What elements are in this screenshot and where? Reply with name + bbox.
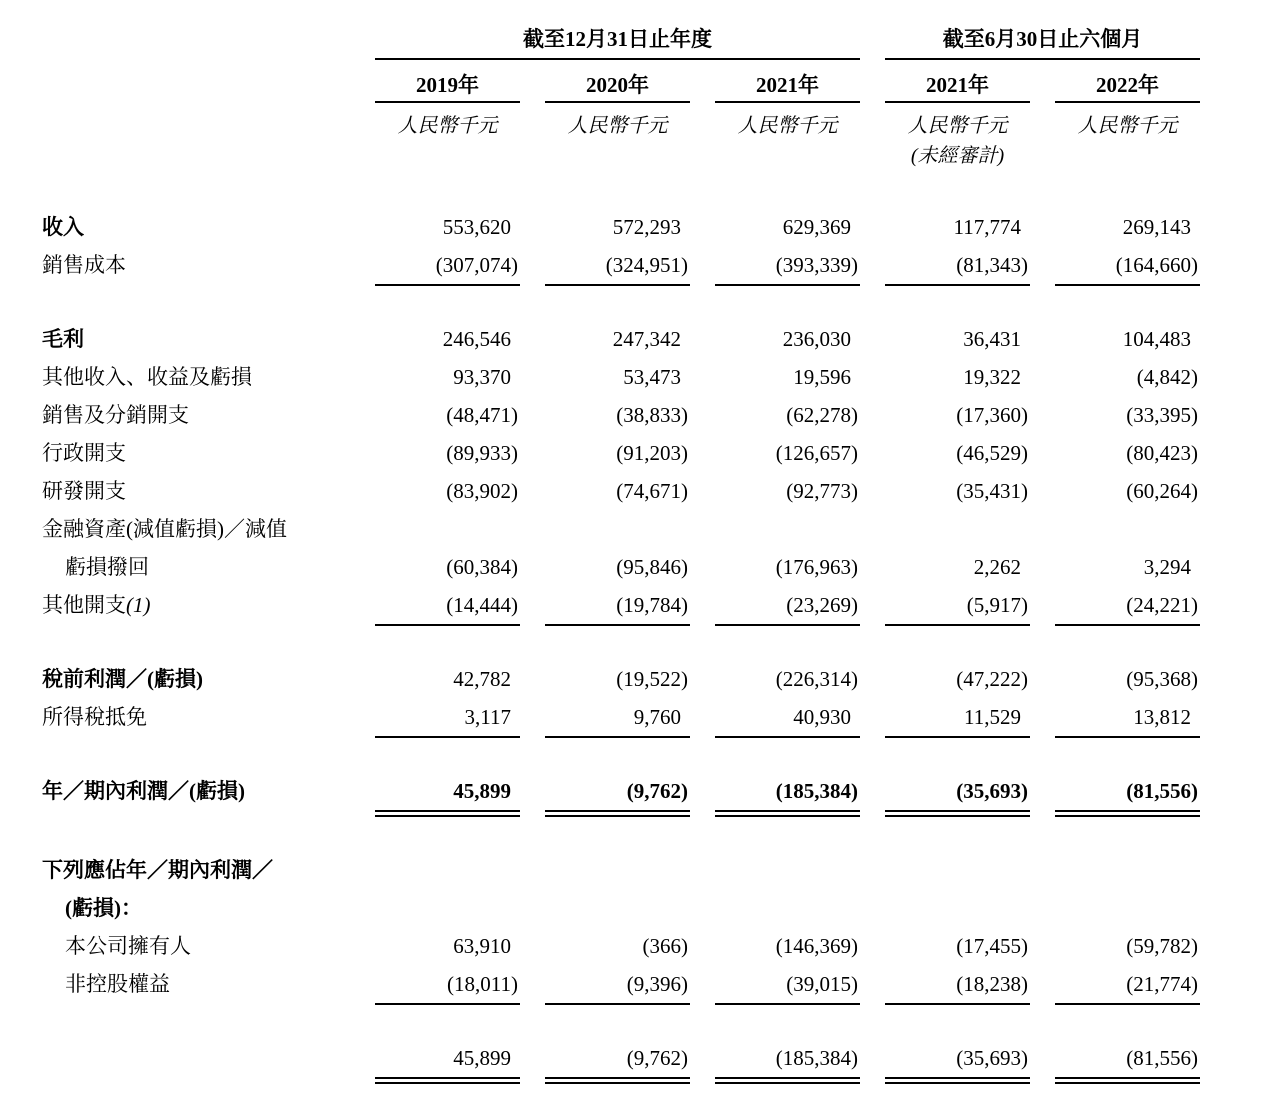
table-row — [42, 434, 1200, 472]
row-label: 毛利 — [42, 327, 84, 351]
unaudited-note — [375, 143, 520, 170]
value-cell: 117,774 — [953, 215, 1021, 239]
row-label: 金融資產(減值虧損)／減值 — [42, 517, 287, 541]
row-label: 下列應佔年／期內利潤／ — [42, 858, 273, 882]
value-cell: 629,369 — [782, 215, 851, 239]
table-body — [42, 208, 1200, 1084]
value-cell: 2,262 — [973, 555, 1021, 579]
value-cell: (176,963) — [775, 555, 858, 579]
value-cell: (47,222) — [956, 667, 1028, 691]
value-cell: (17,455) — [956, 934, 1028, 958]
row-label: 其他開支(1) — [42, 593, 151, 617]
row-label: 行政開支 — [42, 441, 126, 465]
value-cell: 36,431 — [963, 327, 1021, 351]
year-col-header: 2019年 — [375, 72, 520, 103]
unaudited-note — [1055, 143, 1200, 170]
col-group-annual — [375, 26, 860, 60]
value-cell: (18,238) — [885, 965, 1030, 1005]
header-label-spacer — [42, 143, 350, 170]
value-cell: (35,431) — [956, 479, 1028, 503]
value-cell: (185,384) — [715, 1039, 860, 1084]
value-cell: 42,782 — [453, 667, 511, 691]
row-label: 其他收入、收益及虧損 — [42, 365, 252, 389]
table-header-groups — [42, 26, 1200, 60]
table-row — [42, 396, 1200, 434]
table-row — [42, 510, 1200, 548]
row-label: 年／期內利潤／(虧損) — [42, 779, 245, 803]
unit-label: 人民幣千元 — [567, 115, 668, 137]
value-cell: (59,782) — [1126, 934, 1198, 958]
col-group-interim — [885, 26, 1200, 60]
value-cell: 93,370 — [453, 365, 511, 389]
row-label: 銷售成本 — [42, 253, 126, 277]
row-label: 銷售及分銷開支 — [42, 403, 189, 427]
value-cell: (21,774) — [1055, 965, 1200, 1005]
table-row — [42, 927, 1200, 965]
footnote-ref: (1) — [126, 593, 151, 617]
value-cell: (17,360) — [956, 403, 1028, 427]
header-label-spacer — [42, 113, 350, 140]
value-cell: (46,529) — [956, 441, 1028, 465]
unaudited-note: (未經審計) — [910, 145, 1005, 167]
value-cell: (9,396) — [545, 965, 690, 1005]
value-cell: (95,368) — [1126, 667, 1198, 691]
spacer-row — [42, 626, 1200, 660]
value-cell: 269,143 — [1122, 215, 1191, 239]
value-cell: (35,693) — [885, 1039, 1030, 1084]
value-cell: (19,784) — [545, 586, 690, 626]
value-cell: (39,015) — [715, 965, 860, 1005]
table-row — [42, 246, 1200, 286]
header-label-spacer — [42, 72, 350, 103]
year-col-header: 2021年 — [885, 72, 1030, 103]
table-row — [42, 851, 1200, 889]
value-cell: (62,278) — [786, 403, 858, 427]
value-cell: 553,620 — [442, 215, 511, 239]
unaudited-note — [545, 143, 690, 170]
row-label: (虧損)： — [65, 896, 142, 920]
value-cell: (5,917) — [885, 586, 1030, 626]
value-cell: 45,899 — [375, 1039, 520, 1084]
value-cell: 63,910 — [453, 934, 511, 958]
value-cell: (60,264) — [1126, 479, 1198, 503]
value-cell: 40,930 — [715, 698, 860, 738]
header-label-spacer — [42, 26, 350, 60]
value-cell: (366) — [642, 934, 688, 958]
value-cell: (38,833) — [616, 403, 688, 427]
value-cell: (80,423) — [1126, 441, 1198, 465]
value-cell: 572,293 — [612, 215, 681, 239]
year-header-row — [42, 72, 1200, 103]
table-row — [42, 208, 1200, 246]
value-cell: 11,529 — [885, 698, 1030, 738]
value-cell: 246,546 — [442, 327, 511, 351]
value-cell: (324,951) — [545, 246, 690, 286]
value-cell: (185,384) — [715, 772, 860, 817]
table-row — [42, 358, 1200, 396]
value-cell: (81,556) — [1055, 1039, 1200, 1084]
value-cell: 104,483 — [1122, 327, 1191, 351]
value-cell: 247,342 — [612, 327, 681, 351]
value-cell: (74,671) — [616, 479, 688, 503]
value-cell: (14,444) — [375, 586, 520, 626]
value-cell: (91,203) — [616, 441, 688, 465]
value-cell: 19,322 — [963, 365, 1021, 389]
table-row — [42, 472, 1200, 510]
row-label: 虧損撥回 — [65, 555, 149, 579]
value-cell: (60,384) — [446, 555, 518, 579]
note-header-row — [42, 143, 1200, 170]
value-cell: (307,074) — [375, 246, 520, 286]
table-row — [42, 965, 1200, 1005]
spacer-row — [42, 738, 1200, 772]
value-cell: (89,933) — [446, 441, 518, 465]
table-row — [42, 1039, 1200, 1084]
value-cell: (9,762) — [545, 772, 690, 817]
table-row — [42, 548, 1200, 586]
table-row — [42, 660, 1200, 698]
spacer-row — [42, 817, 1200, 851]
value-cell: 53,473 — [623, 365, 681, 389]
table-row — [42, 772, 1200, 817]
value-cell: 3,117 — [375, 698, 520, 738]
col-group-interim-label: 截至6月30日止六個月 — [942, 27, 1143, 51]
unaudited-note — [715, 143, 860, 170]
unit-label: 人民幣千元 — [737, 115, 838, 137]
value-cell: (18,011) — [375, 965, 520, 1005]
row-label: 本公司擁有人 — [65, 934, 191, 958]
value-cell: (226,314) — [775, 667, 858, 691]
row-label: 所得稅抵免 — [42, 705, 147, 729]
table-row — [42, 889, 1200, 927]
row-label: 非控股權益 — [65, 972, 170, 996]
spacer-row — [42, 1005, 1200, 1039]
value-cell: (24,221) — [1055, 586, 1200, 626]
value-cell: (9,762) — [545, 1039, 690, 1084]
value-cell: (35,693) — [885, 772, 1030, 817]
value-cell: (126,657) — [775, 441, 858, 465]
value-cell: (83,902) — [446, 479, 518, 503]
value-cell: (23,269) — [715, 586, 860, 626]
value-cell: (81,343) — [885, 246, 1030, 286]
row-label: 收入 — [42, 215, 84, 239]
col-group-annual-label: 截至12月31日止年度 — [523, 27, 712, 51]
table-row — [42, 320, 1200, 358]
value-cell: (4,842) — [1136, 365, 1198, 389]
value-cell: (146,369) — [775, 934, 858, 958]
income-statement-table — [42, 26, 1200, 1084]
value-cell: (393,339) — [715, 246, 860, 286]
row-label: 稅前利潤／(虧損) — [42, 667, 203, 691]
value-cell: 9,760 — [545, 698, 690, 738]
value-cell: (33,395) — [1126, 403, 1198, 427]
value-cell: (48,471) — [446, 403, 518, 427]
unit-label: 人民幣千元 — [397, 115, 498, 137]
row-label: 研發開支 — [42, 479, 126, 503]
value-cell: 3,294 — [1143, 555, 1191, 579]
unit-header-row — [42, 113, 1200, 140]
value-cell: 19,596 — [793, 365, 851, 389]
table-row — [42, 698, 1200, 738]
value-cell: 45,899 — [375, 772, 520, 817]
unit-label: 人民幣千元 — [1077, 115, 1178, 137]
value-cell: (164,660) — [1055, 246, 1200, 286]
unit-label: 人民幣千元 — [907, 115, 1008, 137]
spacer-row — [42, 286, 1200, 320]
year-col-header: 2022年 — [1055, 72, 1200, 103]
table-row — [42, 586, 1200, 626]
value-cell: (95,846) — [616, 555, 688, 579]
value-cell: (19,522) — [616, 667, 688, 691]
value-cell: 236,030 — [782, 327, 851, 351]
year-col-header: 2020年 — [545, 72, 690, 103]
value-cell: 13,812 — [1055, 698, 1200, 738]
year-col-header: 2021年 — [715, 72, 860, 103]
value-cell: (81,556) — [1055, 772, 1200, 817]
value-cell: (92,773) — [786, 479, 858, 503]
